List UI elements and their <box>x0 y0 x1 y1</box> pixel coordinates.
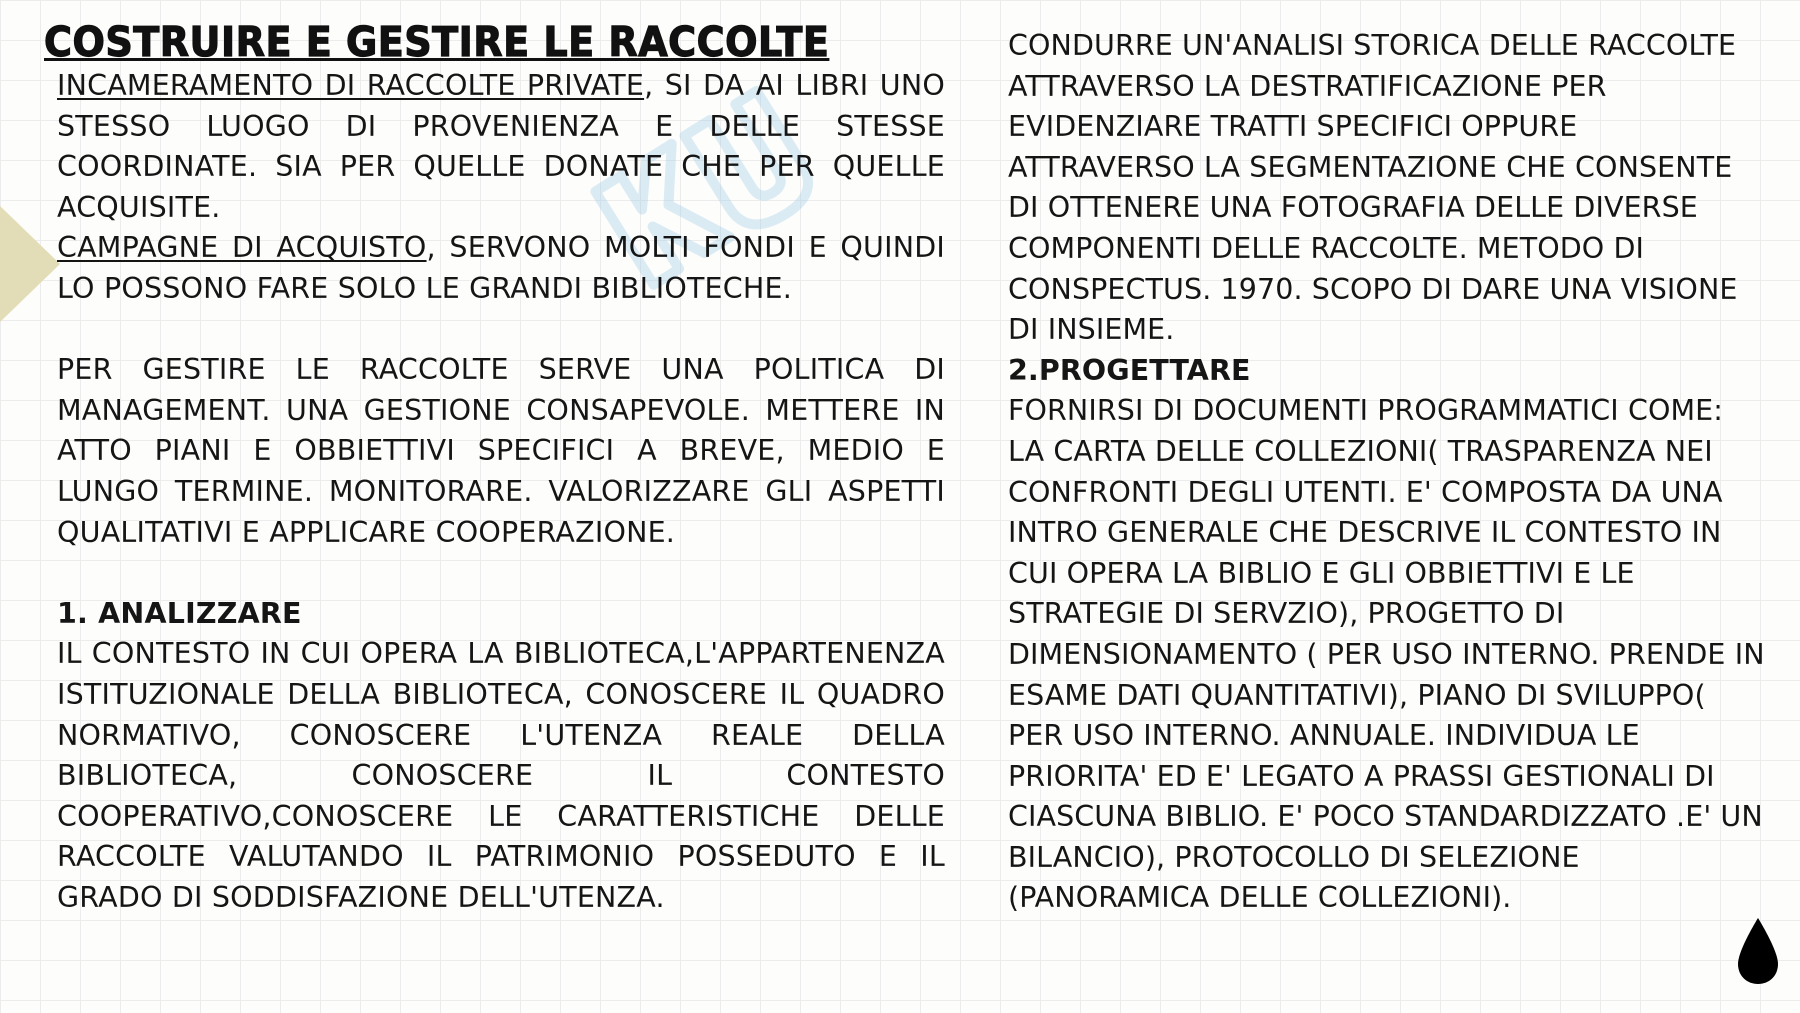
paragraph-campagne-acquisto <box>57 228 945 309</box>
spacer <box>57 553 945 594</box>
paragraph-text: , SERVONO MOLTI FONDI E QUINDI LO POSSONO FARE SOLO LE GRANDI BIBLIOTECHE. <box>57 231 945 305</box>
underlined-term: INCAMERAMENTO DI RACCOLTE PRIVATE <box>57 69 645 102</box>
section-heading-analizzare: 1. ANALIZZARE <box>57 596 302 630</box>
water-drop-icon <box>1734 916 1782 986</box>
paragraph-management: PER GESTIRE LE RACCOLTE SERVE UNA POLITICA DI MANAGEMENT. UNA GESTIONE CONSAPEVOLE. METTERE IN ATTO PIANI E OBBIETTIVI SPECIFICI A BREVE, MEDIO E LUNGO TERMINE. MONITORARE. VALORIZZARE GLI ASPETTI QUALITATIVI E APPLICARE COOPERAZIONE. <box>57 353 945 549</box>
paragraph-raccolte-private <box>57 66 945 228</box>
paragraph-analisi-storica: CONDURRE UN'ANALISI STORICA DELLE RACCOLTE ATTRAVERSO LA DESTRATIFICAZIONE PER EVIDENZIARE TRATTI SPECIFICI OPPURE ATTRAVERSO LA SEGMENTAZIONE CHE CONSENTE DI OTTENERE UNA FOTOGRAFIA DELLE DIVERSE COMPONENTI DELLE RACCOLTE. METODO DI CONSPECTUS. 1970. SCOPO DI DARE UNA VISIONE DI INSIEME. <box>1008 29 1738 347</box>
spacer <box>57 310 945 351</box>
section-heading-progettare: 2.PROGETTARE <box>1008 353 1251 387</box>
page-title: COSTRUIRE E GESTIRE LE RACCOLTE <box>44 18 830 66</box>
paragraph-progettare: FORNIRSI DI DOCUMENTI PROGRAMMATICI COME: LA CARTA DELLE COLLEZIONI( TRASPARENZA NEI CONFRONTI DEGLI UTENTI. E' COMPOSTA DA UNA INTRO GENERALE CHE DESCRIVE IL CONTESTO IN CUI OPERA LA BIBLIO E GLI OBBIETTIVI E LE STRATEGIE DI SERVZIO), PROGETTO DI DIMENSIONAMENTO ( PER USO INTERNO. PRENDE IN ESAME DATI QUANTITATIVI), PIANO DI SVILUPPO( PER USO INTERNO. ANNUALE. INDIVIDUA LE PRIORITA' ED E' LEGATO A PRASSI GESTIONALI DI CIASCUNA BIBLIO. E' POCO STANDARDIZZATO .E' UN BILANCIO), PROTOCOLLO DI SELEZIONE (PANORAMICA DELLE COLLEZIONI). <box>1008 394 1765 915</box>
underlined-term: CAMPAGNE DI ACQUISTO <box>57 231 427 265</box>
paragraph-text: , SI DA AI LIBRI UNO STESSO LUOGO DI PROVENIENZA E DELLE STESSE COORDINATE. SIA PER QUELLE DONATE CHE PER QUELLE ACQUISITE. <box>57 69 945 224</box>
decorative-triangle <box>0 206 60 322</box>
left-column <box>57 66 945 918</box>
paragraph-analizzare: IL CONTESTO IN CUI OPERA LA BIBLIOTECA,L'APPARTENENZA ISTITUZIONALE DELLA BIBLIOTECA, CONOSCERE IL QUADRO NORMATIVO, CONOSCERE L'UTENZA REALE DELLA BIBLIOTECA, CONOSCERE IL CONTESTO COOPERATIVO,CONOSCERE LE CARATTERISTICHE DELLE RACCOLTE VALUTANDO IL PATRIMONIO POSSEDUTO E IL GRADO DI SODDISFAZIONE DELL'UTENZA. <box>57 637 945 914</box>
right-column <box>1008 26 1768 919</box>
